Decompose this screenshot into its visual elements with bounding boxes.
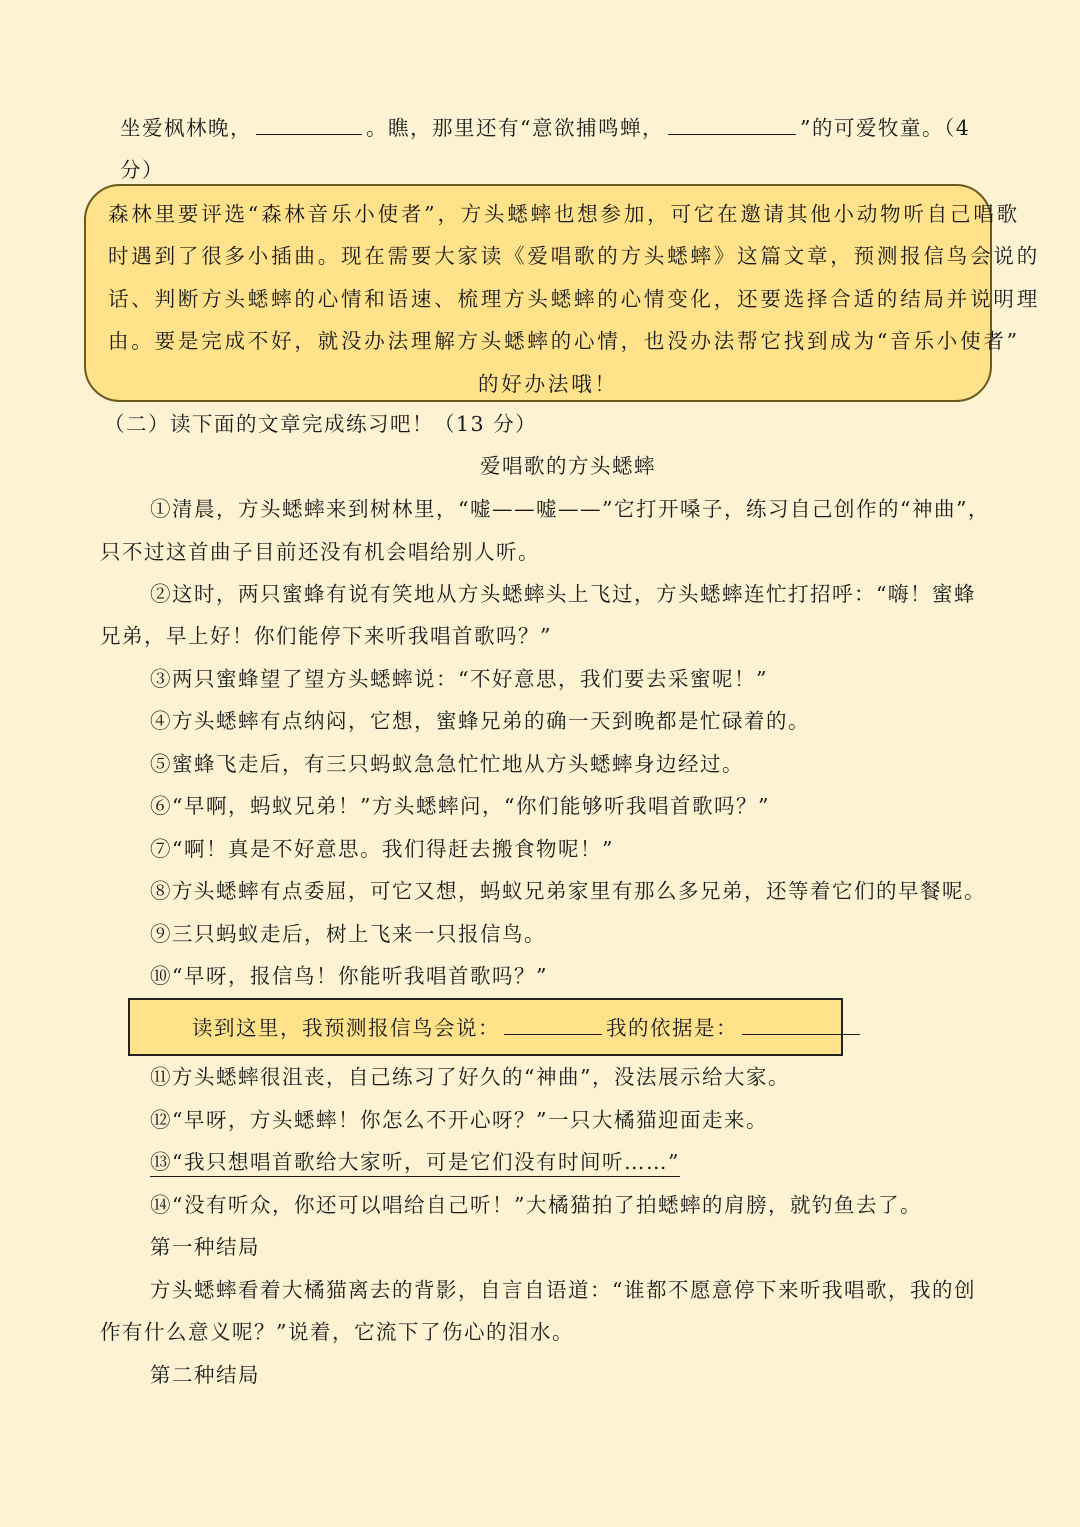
intro-line-2: 分） — [120, 158, 164, 182]
paragraph-13 — [150, 1148, 680, 1176]
story-box-line: 由。要是完成不好，就没办法理解方头蟋蟀的心情，也没办法帮它找到成为“音乐小使者” — [108, 329, 1020, 353]
prediction-box — [128, 998, 843, 1056]
prediction-answer-blank[interactable] — [504, 1014, 602, 1035]
intro-text-1: 坐爱枫林晚， — [120, 116, 252, 140]
paragraph-12: ⑫“早呀，方头蟋蟀！你怎么不开心呀？”一只大橘猫迎面走来。 — [150, 1108, 768, 1132]
answer-blank-1[interactable] — [256, 114, 362, 135]
paragraph-1a: ①清晨，方头蟋蟀来到树林里，“嘘——嘘——”它打开嗓子，练习自己创作的“神曲”， — [150, 497, 990, 521]
intro-text-3: ”的可爱牧童。（4 — [799, 116, 971, 140]
paragraph-9: ⑨三只蚂蚁走后，树上飞来一只报信鸟。 — [150, 922, 546, 946]
article-title: 爱唱歌的方头蟋蟀 — [480, 454, 656, 478]
section-heading: （二）读下面的文章完成练习吧！（13 分） — [104, 412, 538, 436]
paragraph-3: ③两只蜜蜂望了望方头蟋蟀说：“不好意思，我们要去采蜜呢！” — [150, 667, 768, 691]
prediction-line — [192, 1014, 864, 1042]
paragraph-8: ⑧方头蟋蟀有点委屈，可它又想，蚂蚁兄弟家里有那么多兄弟，还等着它们的早餐呢。 — [150, 879, 986, 903]
intro-line-1 — [120, 114, 970, 142]
paragraph-6: ⑥“早啊，蚂蚁兄弟！”方头蟋蟀问，“你们能够听我唱首歌吗？” — [150, 794, 770, 818]
paragraph-10: ⑩“早呀，报信鸟！你能听我唱首歌吗？” — [150, 964, 548, 988]
ending-1-line-b: 作有什么意义呢？”说着，它流下了伤心的泪水。 — [100, 1320, 574, 1344]
story-box-line: 森林里要评选“森林音乐小使者”，方头蟋蟀也想参加，可它在邀请其他小动物听自己唱歌 — [108, 202, 1020, 226]
paragraph-13-text: ⑬“我只想唱首歌给大家听，可是它们没有时间听……” — [150, 1150, 680, 1177]
paragraph-4: ④方头蟋蟀有点纳闷，它想，蜜蜂兄弟的确一天到晚都是忙碌着的。 — [150, 709, 810, 733]
paragraph-14: ⑭“没有听众，你还可以唱给自己听！”大橘猫拍了拍蟋蟀的肩膀，就钓鱼去了。 — [150, 1193, 922, 1217]
ending-1-line-a: 方头蟋蟀看着大橘猫离去的背影，自言自语道：“谁都不愿意停下来听我唱歌，我的创 — [150, 1278, 976, 1302]
paragraph-2a: ②这时，两只蜜蜂有说有笑地从方头蟋蟀头上飞过，方头蟋蟀连忙打招呼：“嗨！蜜蜂 — [150, 582, 976, 606]
story-box-line: 话、判断方头蟋蟀的心情和语速、梳理方头蟋蟀的心情变化，还要选择合适的结局并说明理 — [108, 287, 1040, 311]
paragraph-2b: 兄弟，早上好！你们能停下来听我唱首歌吗？” — [100, 624, 552, 648]
ending-2-title: 第二种结局 — [150, 1363, 260, 1387]
story-intro-box — [84, 184, 1040, 402]
paragraph-5: ⑤蜜蜂飞走后，有三只蚂蚁急急忙忙地从方头蟋蟀身边经过。 — [150, 752, 744, 776]
reason-answer-blank[interactable] — [742, 1014, 860, 1035]
answer-blank-2[interactable] — [668, 114, 796, 135]
intro-text-2: 。瞧，那里还有“意欲捕鸣蝉， — [366, 116, 664, 140]
paragraph-11: ⑪方头蟋蟀很沮丧，自己练习了好久的“神曲”，没法展示给大家。 — [150, 1065, 790, 1089]
story-box-line: 时遇到了很多小插曲。现在需要大家读《爱唱歌的方头蟋蟀》这篇文章，预测报信鸟会说的 — [108, 244, 1040, 268]
reason-label: 我的依据是： — [606, 1016, 738, 1040]
ending-1-title: 第一种结局 — [150, 1235, 260, 1259]
paragraph-7: ⑦“啊！真是不好意思。我们得赶去搬食物呢！” — [150, 837, 614, 861]
story-box-line: 的好办法哦！ — [478, 372, 618, 396]
paragraph-1b: 只不过这首曲子目前还没有机会唱给别人听。 — [100, 540, 540, 564]
prediction-label: 读到这里，我预测报信鸟会说： — [192, 1016, 500, 1040]
